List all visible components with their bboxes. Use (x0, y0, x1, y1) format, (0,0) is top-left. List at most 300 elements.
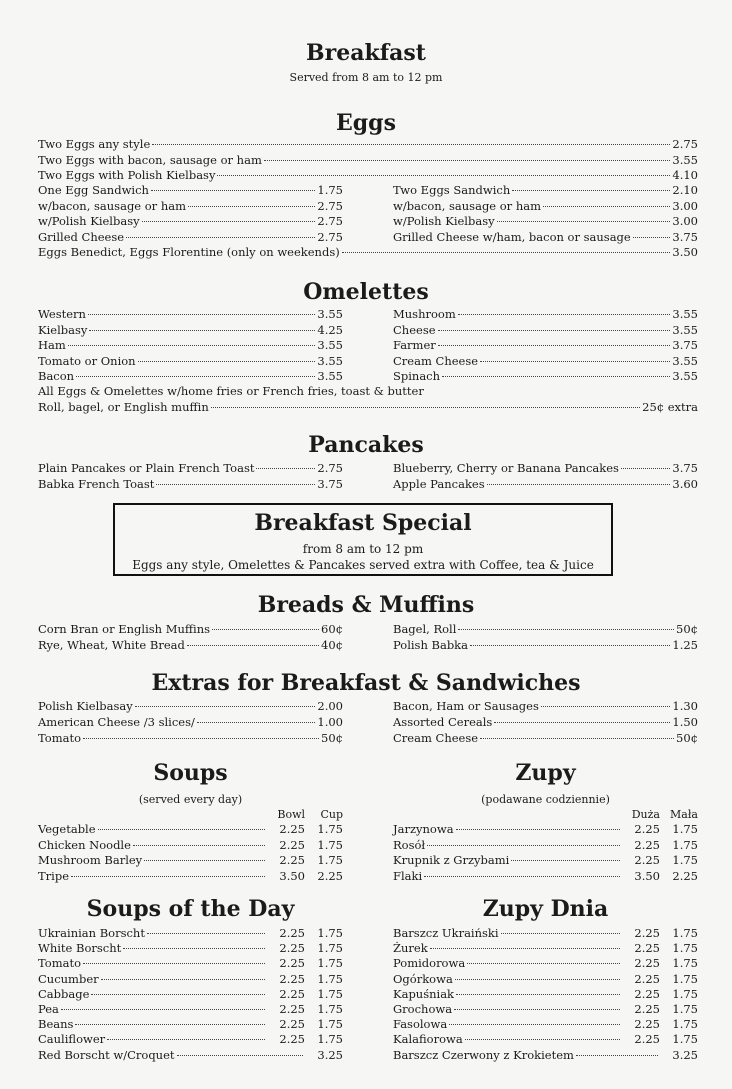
menu-item (38, 137, 698, 153)
large-price: 2.25 (279, 1017, 305, 1032)
menu-item (393, 338, 698, 354)
item-price: 4.25 (317, 322, 343, 337)
dot-leader (71, 876, 265, 877)
large-price: 3.50 (279, 868, 305, 883)
item-name: w/bacon, sausage or ham (393, 198, 542, 213)
small-price: 1.75 (672, 1032, 698, 1047)
menu-item (393, 323, 698, 339)
dot-leader (76, 376, 315, 377)
dot-leader (217, 175, 670, 176)
dot-leader (264, 160, 671, 161)
menu-item (393, 369, 698, 385)
item-price: 3.55 (672, 369, 698, 383)
menu-item (38, 369, 343, 385)
soup-item (38, 1032, 343, 1048)
menu-item (38, 715, 343, 731)
special-hours: from 8 am to 12 pm (302, 542, 424, 556)
item-price: 3.25 (672, 1048, 698, 1062)
menu-item (393, 307, 698, 323)
dot-leader (144, 860, 265, 861)
large-price: 2.25 (634, 837, 660, 852)
item-name: Ogórkowa (393, 971, 453, 986)
item-price: 2.75 (317, 461, 343, 475)
item-name: Ukrainian Borscht (38, 926, 145, 940)
menu-item (38, 477, 343, 493)
dot-leader (138, 361, 316, 362)
menu-item (393, 622, 698, 638)
soup-item (38, 1017, 343, 1033)
dot-leader (494, 722, 670, 723)
item-name: Babka French Toast (38, 477, 155, 491)
dot-leader (621, 468, 670, 469)
item-name: Barszcz Czerwony z Krokietem (393, 1048, 574, 1062)
large-price: 2.25 (279, 956, 305, 971)
item-price: 3.00 (672, 214, 698, 228)
omelettes-heading: Omelettes (303, 279, 429, 305)
zupy-heading: Zupy (515, 760, 576, 786)
small-price: 1.75 (317, 926, 343, 940)
menu-item (38, 622, 343, 638)
soup-item (393, 822, 698, 838)
item-name: Mushroom (393, 307, 456, 321)
dot-leader (470, 645, 670, 646)
item-name: Flaki (393, 868, 423, 883)
item-price: 3.55 (317, 338, 343, 352)
soup-item (393, 853, 698, 869)
dot-leader (467, 963, 620, 964)
large-price: 2.25 (279, 837, 305, 852)
soup-item (38, 869, 343, 885)
large-price: 2.25 (634, 941, 660, 956)
dot-leader (342, 252, 671, 253)
item-name: One Egg Sandwich (38, 183, 149, 197)
dot-leader (107, 1039, 265, 1040)
item-price: 2.00 (317, 699, 343, 713)
item-name: Rye, Wheat, White Bread (38, 638, 185, 652)
soup-item (393, 1017, 698, 1033)
item-name: Red Borscht w/Croquet (38, 1048, 175, 1062)
item-price: 40¢ (321, 638, 343, 652)
dot-leader (123, 948, 265, 949)
item-name: Western (38, 307, 86, 321)
small-price: 1.75 (672, 971, 698, 986)
small-price: 1.75 (317, 956, 343, 971)
menu-item (393, 461, 698, 477)
item-name: Vegetable (38, 822, 96, 836)
dot-leader (126, 237, 315, 238)
item-name: Tripe (38, 868, 70, 883)
menu-item (393, 354, 698, 370)
dot-leader (83, 963, 265, 964)
item-name: Polish Babka (393, 638, 469, 652)
item-name: Bacon (38, 369, 75, 383)
item-name: Rosół (393, 837, 426, 852)
item-name: Polish Kielbasay (38, 699, 133, 713)
item-name: Ham (38, 338, 66, 352)
item-name: Fasolowa (393, 1017, 448, 1032)
dot-leader (456, 829, 620, 830)
menu-item (38, 230, 343, 246)
cup-header: Cup (320, 808, 343, 821)
dot-leader (98, 829, 265, 830)
small-price: 1.75 (672, 822, 698, 836)
dot-leader (541, 706, 671, 707)
dot-leader (101, 979, 265, 980)
item-price: 3.55 (672, 307, 698, 321)
item-name: Grochowa (393, 1002, 453, 1016)
item-name: Jarzynowa (393, 822, 454, 836)
special-title: Breakfast Special (254, 510, 472, 536)
item-name: Two Eggs any style (38, 137, 151, 151)
item-name: Beans (38, 1017, 74, 1032)
item-name: w/bacon, sausage or ham (38, 198, 187, 213)
dot-leader (68, 345, 316, 346)
item-name: Eggs Benedict, Eggs Florentine (only on weekends) (38, 245, 340, 259)
large-price: 2.25 (279, 822, 305, 836)
soups-subtitle: (served every day) (138, 793, 243, 806)
dot-leader (212, 629, 319, 630)
large-price: 2.25 (634, 822, 660, 836)
bowl-header: Bowl (277, 808, 305, 821)
large-price: 2.25 (279, 1032, 305, 1047)
mala-header: Mała (670, 808, 698, 821)
small-price: 1.75 (672, 956, 698, 971)
duza-header: Duża (631, 808, 660, 821)
small-price: 1.75 (317, 986, 343, 1001)
item-name: w/Polish Kielbasy (38, 214, 140, 228)
small-price: 1.75 (317, 941, 343, 956)
soup-item (38, 853, 343, 869)
item-name: Tomato (38, 731, 82, 745)
item-name: Plain Pancakes or Plain French Toast (38, 461, 255, 475)
dot-leader (156, 484, 315, 485)
menu-item (393, 699, 698, 715)
item-name: Pomidorowa (393, 956, 466, 971)
dot-leader (442, 376, 670, 377)
dot-leader (91, 994, 265, 995)
menu-item (38, 153, 698, 169)
dot-leader (458, 314, 671, 315)
dot-leader (83, 738, 319, 739)
small-price: 1.75 (672, 941, 698, 956)
item-name: Krupnik z Grzybami (393, 853, 510, 867)
small-price: 1.75 (317, 853, 343, 867)
item-name: Pea (38, 1002, 59, 1016)
item-price: 3.55 (672, 353, 698, 368)
item-price: 3.60 (672, 477, 698, 491)
large-price: 3.50 (634, 868, 660, 883)
large-price: 2.25 (279, 1002, 305, 1016)
dot-leader (487, 484, 671, 485)
item-name: w/Polish Kielbasy (393, 214, 495, 228)
breakfast-subtitle: Served from 8 am to 12 pm (289, 71, 443, 84)
dot-leader (512, 190, 670, 191)
item-price: 3.75 (672, 461, 698, 475)
small-price: 1.75 (672, 853, 698, 867)
dot-leader (465, 1039, 620, 1040)
item-name: Farmer (393, 338, 436, 352)
item-name: Two Eggs with Polish Kielbasy (38, 168, 216, 182)
zupy-column-headers (622, 808, 698, 822)
item-name: Cream Cheese (393, 353, 479, 368)
breads-heading: Breads & Muffins (257, 592, 475, 618)
dot-leader (147, 933, 265, 934)
item-name: Grilled Cheese (38, 229, 125, 244)
small-price: 1.75 (317, 822, 343, 836)
menu-item (393, 199, 698, 215)
item-name: Cabbage (38, 986, 90, 1001)
large-price: 2.25 (634, 1032, 660, 1047)
item-name: Cauliflower (38, 1032, 106, 1047)
dot-leader (458, 629, 674, 630)
menu-item (393, 183, 698, 199)
small-price: 1.75 (317, 1032, 343, 1047)
item-price: 3.50 (672, 245, 698, 259)
soup-item (393, 941, 698, 957)
dot-leader (438, 345, 671, 346)
soup-item (38, 987, 343, 1003)
menu-item (38, 183, 343, 199)
item-name: Bagel, Roll (393, 622, 457, 636)
dot-leader (142, 221, 316, 222)
item-name: Barszcz Ukraiński (393, 926, 499, 940)
large-price: 2.25 (279, 926, 305, 940)
item-price: 60¢ (321, 622, 343, 636)
dot-leader (427, 845, 620, 846)
large-price: 2.25 (634, 926, 660, 940)
item-price: 3.75 (672, 229, 698, 244)
breakfast-special-box (113, 503, 613, 576)
small-price: 1.75 (317, 1017, 343, 1032)
soup-item (393, 987, 698, 1003)
small-price: 1.75 (672, 1002, 698, 1016)
menu-item (393, 214, 698, 230)
small-price: 1.75 (317, 1002, 343, 1016)
large-price: 2.25 (634, 853, 660, 867)
large-price: 2.25 (634, 1002, 660, 1016)
item-price: 2.75 (672, 137, 698, 151)
item-name: Spinach (393, 369, 441, 383)
small-price: 2.25 (317, 868, 343, 883)
dot-leader (256, 468, 315, 469)
item-price: 50¢ (676, 731, 698, 745)
item-name: American Cheese /3 slices/ (38, 715, 195, 729)
item-price: 50¢ (676, 622, 698, 636)
soup-item (38, 1002, 343, 1018)
special-description: Eggs any style, Omelettes & Pancakes served extra with Coffee, tea & Juice (132, 558, 594, 572)
dot-leader (543, 206, 670, 207)
soup-item (393, 1032, 698, 1048)
item-price: 2.75 (317, 229, 343, 244)
item-price: 1.75 (317, 183, 343, 197)
dot-leader (455, 979, 620, 980)
dot-leader (438, 330, 671, 331)
dot-leader (187, 645, 319, 646)
large-price: 2.25 (634, 986, 660, 1001)
dot-leader (511, 860, 620, 861)
item-name: Tomato or Onion (38, 353, 136, 368)
large-price: 2.25 (279, 853, 305, 867)
soup-item (38, 956, 343, 972)
menu-item (38, 199, 343, 215)
item-price: 1.50 (672, 715, 698, 729)
menu-item (38, 354, 343, 370)
large-price: 2.25 (634, 971, 660, 986)
item-name: Tomato (38, 956, 82, 971)
item-price: 3.55 (672, 152, 698, 167)
soup-item (393, 972, 698, 988)
menu-item (393, 731, 698, 747)
dot-leader (61, 1009, 265, 1010)
item-price: 1.30 (672, 699, 698, 713)
soup-item (393, 869, 698, 885)
item-name: Blueberry, Cherry or Banana Pancakes (393, 461, 619, 475)
dot-leader (88, 314, 315, 315)
item-name: Grilled Cheese w/ham, bacon or sausage (393, 229, 631, 244)
large-price: 2.25 (634, 956, 660, 971)
soup-item (393, 926, 698, 942)
item-name: White Borscht (38, 941, 122, 956)
item-price: 3.00 (672, 198, 698, 213)
item-price: 3.55 (317, 307, 343, 321)
menu-item (393, 230, 698, 246)
dot-leader (456, 994, 620, 995)
item-name: Corn Bran or English Muffins (38, 622, 211, 636)
dot-leader (480, 738, 674, 739)
item-price: 2.75 (317, 198, 343, 213)
item-name: Roll, bagel, or English muffin (38, 400, 209, 414)
soup-item (38, 926, 343, 942)
dot-leader (497, 221, 671, 222)
dot-leader (454, 1009, 620, 1010)
menu-item (38, 400, 698, 416)
breakfast-title: Breakfast (306, 40, 426, 66)
item-price: 50¢ (321, 731, 343, 745)
omelettes-note: All Eggs & Omelettes w/home fries or French fries, toast & butter (38, 384, 424, 398)
dot-leader (152, 144, 670, 145)
menu-item (38, 338, 343, 354)
dot-leader (197, 722, 316, 723)
item-name: Kapuśniak (393, 986, 455, 1001)
small-price: 1.75 (672, 837, 698, 852)
item-price: 3.55 (672, 322, 698, 337)
item-price: 25¢ extra (642, 400, 698, 414)
item-name: Assorted Cereals (393, 715, 493, 729)
item-price: 4.10 (672, 168, 698, 182)
item-price: 3.55 (317, 369, 343, 383)
large-price: 2.25 (634, 1017, 660, 1032)
menu-item (38, 638, 343, 654)
dot-leader (151, 190, 315, 191)
dot-leader (430, 948, 620, 949)
eggs-heading: Eggs (336, 110, 396, 136)
soups-of-day-heading: Soups of the Day (86, 896, 295, 922)
menu-item (38, 323, 343, 339)
dot-leader (135, 706, 316, 707)
large-price: 2.25 (279, 971, 305, 986)
item-price: 2.10 (672, 183, 698, 197)
menu-item (38, 307, 343, 323)
dot-leader (449, 1024, 620, 1025)
soup-item (38, 941, 343, 957)
dot-leader (211, 407, 640, 408)
item-price: 2.75 (317, 214, 343, 228)
large-price: 2.25 (279, 986, 305, 1001)
item-name: Kielbasy (38, 322, 88, 337)
item-price: 3.25 (317, 1048, 343, 1062)
menu-item (38, 1048, 343, 1064)
menu-item (38, 214, 343, 230)
item-price: 3.75 (672, 338, 698, 352)
soup-item (38, 822, 343, 838)
dot-leader (576, 1055, 658, 1056)
dot-leader (633, 237, 671, 238)
dot-leader (424, 876, 620, 877)
menu-item (38, 245, 698, 261)
dot-leader (501, 933, 620, 934)
soups-column-headers (267, 808, 343, 822)
pancakes-heading: Pancakes (308, 432, 424, 458)
dot-leader (188, 206, 315, 207)
small-price: 1.75 (317, 971, 343, 986)
small-price: 1.75 (672, 986, 698, 1001)
item-name: Chicken Noodle (38, 837, 131, 852)
dot-leader (177, 1055, 303, 1056)
item-price: 3.75 (317, 477, 343, 491)
menu-item (393, 477, 698, 493)
large-price: 2.25 (279, 941, 305, 956)
menu-item (38, 461, 343, 477)
zupy-dnia-heading: Zupy Dnia (482, 896, 609, 922)
dot-leader (89, 330, 315, 331)
menu-item (38, 731, 343, 747)
dot-leader (480, 361, 670, 362)
extras-heading: Extras for Breakfast & Sandwiches (151, 670, 581, 696)
item-name: Bacon, Ham or Sausages (393, 699, 539, 713)
item-name: Apple Pancakes (393, 477, 485, 491)
dot-leader (133, 845, 265, 846)
item-name: Two Eggs Sandwich (393, 183, 511, 197)
item-name: Żurek (393, 941, 428, 956)
item-price: 3.55 (317, 353, 343, 368)
item-price: 1.25 (672, 638, 698, 652)
soup-item (393, 956, 698, 972)
item-name: Cheese (393, 322, 436, 337)
menu-item (393, 638, 698, 654)
dot-leader (75, 1024, 265, 1025)
item-name: Two Eggs with bacon, sausage or ham (38, 152, 262, 167)
small-price: 1.75 (672, 1017, 698, 1032)
soup-item (38, 838, 343, 854)
small-price: 2.25 (672, 868, 698, 883)
item-name: Mushroom Barley (38, 853, 143, 867)
item-name: Kalafiorowa (393, 1032, 463, 1047)
zupy-subtitle: (podawane codziennie) (481, 793, 610, 806)
menu-item (393, 1048, 698, 1064)
menu-item (38, 699, 343, 715)
small-price: 1.75 (317, 837, 343, 852)
item-name: Cucumber (38, 971, 99, 986)
soup-item (393, 838, 698, 854)
soup-item (393, 1002, 698, 1018)
item-price: 1.00 (317, 715, 343, 729)
item-name: Cream Cheese (393, 731, 479, 745)
menu-item (393, 715, 698, 731)
small-price: 1.75 (672, 926, 698, 940)
menu-item (38, 168, 698, 184)
soup-item (38, 972, 343, 988)
soups-heading: Soups (153, 760, 228, 786)
